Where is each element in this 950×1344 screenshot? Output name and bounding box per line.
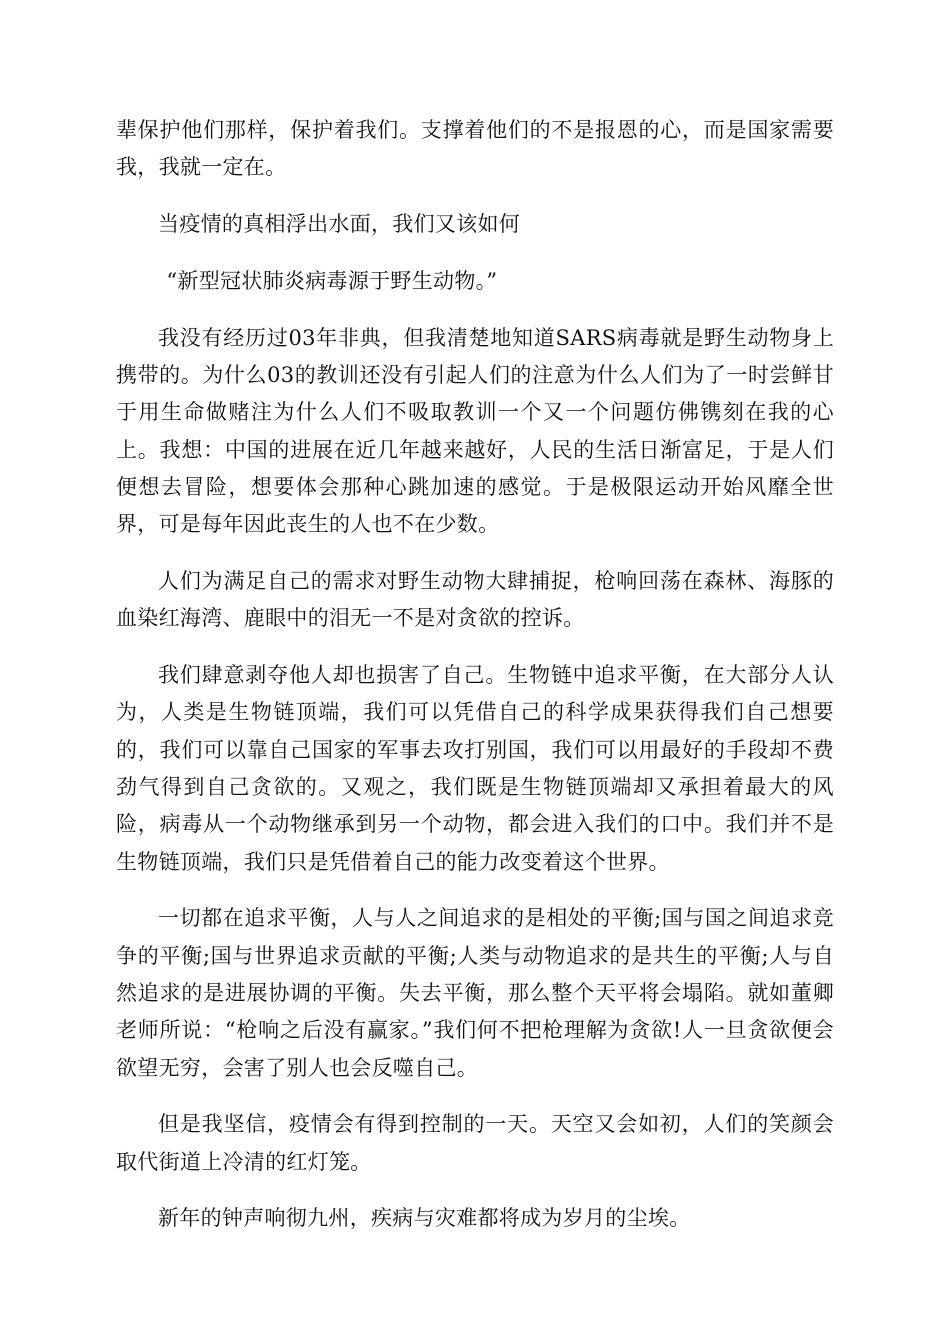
paragraph-quote: “新型冠状肺炎病毒源于野生动物。” <box>166 268 498 293</box>
paragraph-sars: 我没有经历过03年非典，但我清楚地知道SARS病毒就是野生动物身上携带的。为什么03的教训还没有引起人们的注意为什么人们为了一时尝鲜甘于用生命做赌注为什么人们不吸取教训一个又一个问题仿佛镌刻在我的心上。我想：中国的进展在近几年越来越好，人民的生活日渐富足，于是人们便想去冒险，想要体会那种心跳加速的感觉。于是极限运动开始风靡全世界，可是每年因此丧生的人也不在少数。 <box>116 325 834 537</box>
document-body <box>116 112 834 1257</box>
paragraph-continuation: 辈保护他们那样，保护着我们。支撑着他们的不是报恩的心，而是国家需要我，我就一定在。 <box>116 118 834 180</box>
paragraph-wildlife: 人们为满足自己的需求对野生动物大肆捕捉，枪响回荡在森林、海豚的血染红海湾、鹿眼中的泪无一不是对贪欲的控诉。 <box>116 568 834 631</box>
paragraph-balance: 一切都在追求平衡，人与人之间追求的是相处的平衡;国与国之间追求竞争的平衡;国与世界追求贡献的平衡;人类与动物追求的是共生的平衡;人与自然追求的是进展协调的平衡。失去平衡，那么整个天平将会塌陷。就如董卿老师所说：“枪响之后没有赢家。”我们何不把枪理解为贪欲!人一旦贪欲便会欲望无穷，会害了别人也会反噬自己。 <box>116 906 834 1080</box>
paragraph-question: 当疫情的真相浮出水面，我们又该如何 <box>158 212 521 237</box>
paragraph-new-year: 新年的钟声响彻九州，疾病与灾难都将成为岁月的尘埃。 <box>158 1206 691 1231</box>
paragraph-food-chain: 我们肆意剥夺他人却也损害了自己。生物链中追求平衡，在大部分人认为，人类是生物链顶端，我们可以凭借自己的科学成果获得我们自己想要的，我们可以靠自己国家的军事去攻打别国，我们可以用最好的手段却不费劲气得到自己贪欲的。又观之，我们既是生物链顶端却又承担着最大的风险，病毒从一个动物继承到另一个动物，都会进入我们的口中。我们并不是生物链顶端，我们只是凭借着自己的能力改变着这个世界。 <box>116 663 834 874</box>
paragraph-belief: 但是我坚信，疫情会有得到控制的一天。天空又会如初，人们的笑颜会取代街道上冷清的红灯笼。 <box>116 1112 834 1174</box>
